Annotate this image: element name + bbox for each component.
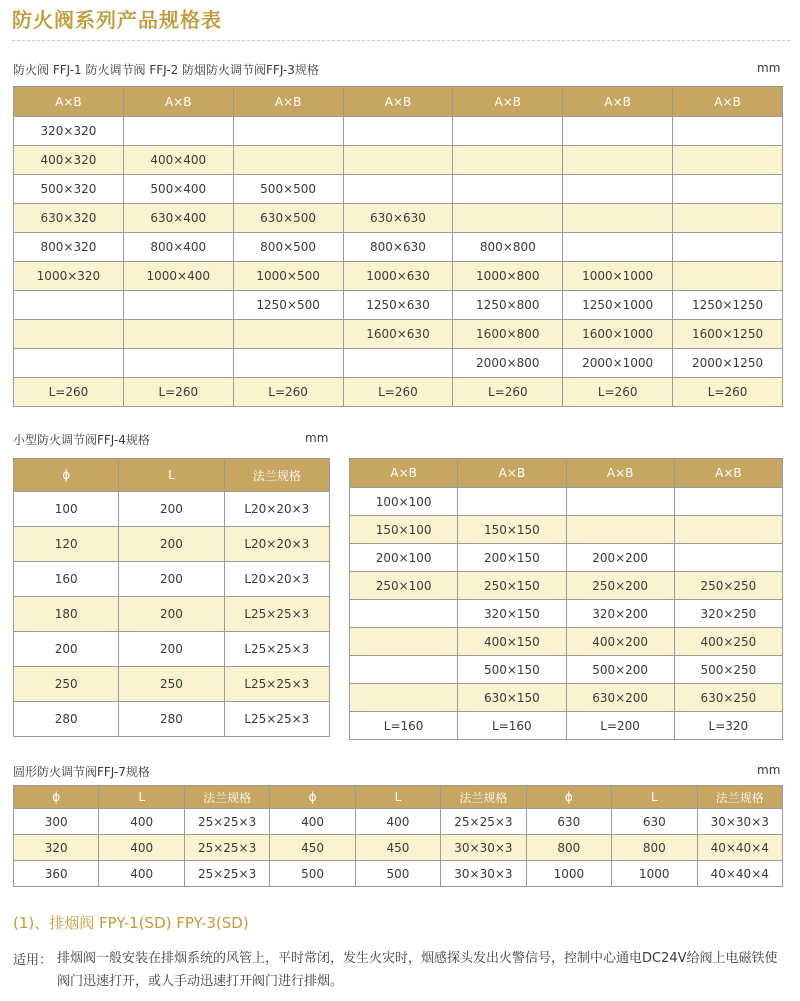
table-row [14,204,783,233]
section1-caption: 防火阀 FFJ-1 防火调节阀 FFJ-2 防烟防火调节阀FFJ-3规格 [13,63,319,77]
table-cell: 1250×500 [233,291,343,320]
table-cell: 800×630 [343,233,453,262]
table-cell: 400×400 [123,146,233,175]
table-cell [350,628,458,656]
table-cell: 1600×1250 [673,320,783,349]
table-cell: L=160 [458,712,566,740]
column-header: L [355,786,440,809]
table-cell: 630×320 [14,204,124,233]
table-row [14,632,330,667]
table-cell: 1600×800 [453,320,563,349]
table-row [14,667,330,702]
table-cell: 250×200 [566,572,674,600]
column-header: A×B [350,459,458,488]
table-cell: 400 [99,835,184,861]
table-cell: 630×200 [566,684,674,712]
column-header: A×B [233,87,343,117]
smoke-exhaust-valve-heading: (1)、排烟阀 FPY-1(SD) FPY-3(SD) [13,914,249,932]
table-cell [566,516,674,544]
table-cell: 30×30×3 [441,835,526,861]
table-cell [673,204,783,233]
table-cell [350,600,458,628]
table-cell: L20×20×3 [224,527,329,562]
table-cell [563,146,673,175]
table-cell: 1250×1250 [673,291,783,320]
table-row [350,488,783,516]
table-cell [14,349,124,378]
table-row [14,492,330,527]
column-header: A×B [14,87,124,117]
table-cell: 200×100 [350,544,458,572]
table-cell: 1600×1000 [563,320,673,349]
ffj-4-flange-table [13,458,330,737]
table-cell: 320×320 [14,117,124,146]
table-cell [453,117,563,146]
table-cell: L=260 [563,378,673,407]
table-cell: 630 [612,809,697,835]
table-cell: 320×200 [566,600,674,628]
table-cell: 400×250 [674,628,782,656]
table-cell: L25×25×3 [224,632,329,667]
table-cell: L25×25×3 [224,702,329,737]
table-cell: 25×25×3 [184,861,269,887]
table-cell: 300 [14,809,99,835]
table-cell: 450 [270,835,355,861]
table-cell: 250 [14,667,119,702]
table-cell: 500×500 [233,175,343,204]
table-cell: 500 [270,861,355,887]
table-cell: 200 [119,632,224,667]
table-row [14,835,783,861]
column-header: L [612,786,697,809]
table-cell [563,204,673,233]
table-cell: 2000×1000 [563,349,673,378]
table-cell: 630 [526,809,611,835]
table-cell: 250×250 [674,572,782,600]
table-cell: L=200 [566,712,674,740]
table-cell: 500×150 [458,656,566,684]
column-header: A×B [458,459,566,488]
table-cell: 500×400 [123,175,233,204]
table-cell: 1000×1000 [563,262,673,291]
table-cell: 500×320 [14,175,124,204]
table-cell: L20×20×3 [224,562,329,597]
table-cell: 800×800 [453,233,563,262]
table-cell: 400 [270,809,355,835]
table-cell: 320×150 [458,600,566,628]
table-row [14,349,783,378]
table-cell: 25×25×3 [441,809,526,835]
column-header: 法兰规格 [697,786,783,809]
column-header: L [99,786,184,809]
table-row [14,291,783,320]
column-header: ϕ [14,459,119,492]
table-row [350,600,783,628]
table-cell: 200 [119,597,224,632]
section3-caption: 圆形防火调节阀FFJ-7规格 [13,765,150,779]
table-row [14,146,783,175]
column-header: ϕ [526,786,611,809]
table-cell: 1000×630 [343,262,453,291]
table-cell: 100×100 [350,488,458,516]
table-row [14,702,330,737]
table-cell [123,291,233,320]
table-cell: 500×250 [674,656,782,684]
table-cell: 180 [14,597,119,632]
table-cell: L=260 [453,378,563,407]
table-cell [673,117,783,146]
table-cell: L=260 [673,378,783,407]
column-header: A×B [343,87,453,117]
table-cell [123,320,233,349]
header-row [14,87,783,117]
table-row [350,656,783,684]
column-header: 法兰规格 [184,786,269,809]
table-cell: 2000×800 [453,349,563,378]
application-description: 排烟阀一般安装在排烟系统的风管上，平时常闭，发生火灾时，烟感探头发出火警信号，控制中心通电DC24V给阀上电磁铁使阀门迅速打开，或人手动迅速打开阀门进行排烟。 [57,951,778,989]
table-cell: 400×200 [566,628,674,656]
table-cell: 800×500 [233,233,343,262]
table-cell: 630×400 [123,204,233,233]
table-cell: 500×200 [566,656,674,684]
table-cell: 200×150 [458,544,566,572]
table-cell: 250 [119,667,224,702]
table-cell [343,349,453,378]
table-cell: 1000×800 [453,262,563,291]
table-cell: 200 [14,632,119,667]
column-header: A×B [566,459,674,488]
ffj-7-round-spec-table [13,785,783,887]
table-row [14,861,783,887]
table-cell [453,146,563,175]
table-cell: 800 [526,835,611,861]
table-cell: 320×250 [674,600,782,628]
header-row [14,786,783,809]
table-cell [123,349,233,378]
table-cell: 25×25×3 [184,809,269,835]
page-title: 防火阀系列产品规格表 [12,8,222,32]
ffj-1-2-3-spec-table [13,86,783,407]
table-cell: 2000×1250 [673,349,783,378]
table-cell: 160 [14,562,119,597]
table-cell [674,488,782,516]
table-cell: 1250×800 [453,291,563,320]
table-cell: L25×25×3 [224,597,329,632]
table-cell [673,175,783,204]
section3-unit: mm [757,763,781,777]
table-row [350,516,783,544]
table-cell: L=260 [233,378,343,407]
table-cell: L=320 [674,712,782,740]
table-cell: 200 [119,562,224,597]
table-cell [563,233,673,262]
table-cell: 120 [14,527,119,562]
table-cell: 40×40×4 [697,861,783,887]
table-row [14,597,330,632]
table-row [14,233,783,262]
table-cell [123,117,233,146]
section2-caption: 小型防火调节阀FFJ-4规格 [13,433,150,447]
table-cell: 280 [14,702,119,737]
table-cell: 360 [14,861,99,887]
table-row [14,809,783,835]
table-cell: 400 [99,809,184,835]
table-cell [674,544,782,572]
table-cell: 630×500 [233,204,343,233]
table-cell: 30×30×3 [697,809,783,835]
table-cell [343,117,453,146]
table-cell: 1000×320 [14,262,124,291]
table-row [350,544,783,572]
table-cell: 200 [119,527,224,562]
table-cell: 800 [612,835,697,861]
table-cell: 400 [99,861,184,887]
column-header: ϕ [14,786,99,809]
table-cell: L=260 [14,378,124,407]
column-header: A×B [123,87,233,117]
table-row [350,628,783,656]
table-row [14,262,783,291]
table-cell: 150×150 [458,516,566,544]
table-cell: 30×30×3 [441,861,526,887]
ffj-4-size-table [349,458,783,740]
table-cell: 500 [355,861,440,887]
table-cell: 1000×500 [233,262,343,291]
table-cell [566,488,674,516]
table-cell: 280 [119,702,224,737]
table-cell: 450 [355,835,440,861]
table-row [14,562,330,597]
table-cell: 320 [14,835,99,861]
table-row [14,378,783,407]
section1-unit: mm [757,61,781,75]
table-cell [350,684,458,712]
table-cell: 400×150 [458,628,566,656]
table-cell [458,488,566,516]
table-cell [673,233,783,262]
table-cell: 1250×630 [343,291,453,320]
table-cell: 630×250 [674,684,782,712]
title-divider [12,40,790,41]
table-cell [563,175,673,204]
table-cell: L25×25×3 [224,667,329,702]
section2-unit: mm [305,431,329,445]
table-row [14,175,783,204]
header-row [14,459,330,492]
table-cell [350,656,458,684]
table-cell [673,262,783,291]
table-cell [673,146,783,175]
column-header: A×B [673,87,783,117]
table-cell: L=260 [123,378,233,407]
table-cell: 40×40×4 [697,835,783,861]
column-header: A×B [674,459,782,488]
table-cell: 25×25×3 [184,835,269,861]
table-cell: 400×320 [14,146,124,175]
table-cell: 1000 [612,861,697,887]
column-header: L [119,459,224,492]
table-cell: 800×400 [123,233,233,262]
application-label: 适用： [13,953,53,968]
column-header: A×B [563,87,673,117]
table-cell: 150×100 [350,516,458,544]
table-cell: 630×150 [458,684,566,712]
table-cell [343,146,453,175]
table-cell [233,146,343,175]
column-header: 法兰规格 [441,786,526,809]
table-cell: 1000 [526,861,611,887]
table-cell: 630×630 [343,204,453,233]
table-cell: 400 [355,809,440,835]
table-cell: 1000×400 [123,262,233,291]
table-cell: L=260 [343,378,453,407]
table-row [350,684,783,712]
table-cell [233,349,343,378]
table-cell: 100 [14,492,119,527]
table-cell [674,516,782,544]
table-row [350,712,783,740]
header-row [350,459,783,488]
table-cell: 250×100 [350,572,458,600]
table-cell [14,320,124,349]
table-row [14,117,783,146]
column-header: 法兰规格 [224,459,329,492]
table-cell [343,175,453,204]
table-cell [233,117,343,146]
table-cell: 800×320 [14,233,124,262]
table-cell [233,320,343,349]
table-cell [563,117,673,146]
column-header: ϕ [270,786,355,809]
table-cell [453,175,563,204]
table-cell: 1600×630 [343,320,453,349]
table-cell: 250×150 [458,572,566,600]
table-cell: L=160 [350,712,458,740]
column-header: A×B [453,87,563,117]
table-cell [14,291,124,320]
table-cell: 1250×1000 [563,291,673,320]
table-cell: L20×20×3 [224,492,329,527]
table-cell [453,204,563,233]
table-row [350,572,783,600]
table-cell: 200 [119,492,224,527]
table-row [14,320,783,349]
table-cell: 200×200 [566,544,674,572]
table-row [14,527,330,562]
